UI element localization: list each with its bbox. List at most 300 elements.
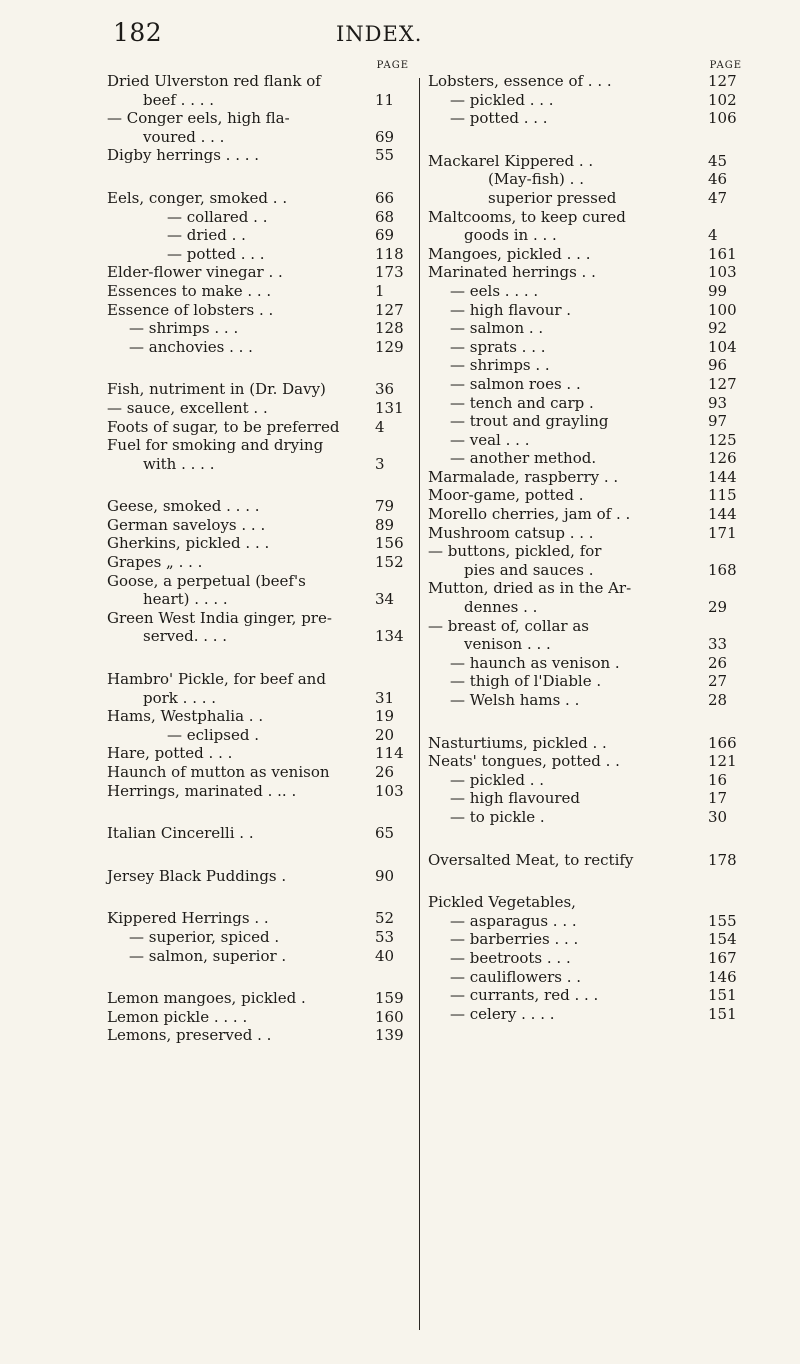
index-entry <box>107 534 417 553</box>
index-entry <box>428 789 750 808</box>
entry-text <box>107 867 373 886</box>
section-gap <box>107 473 417 497</box>
index-entry <box>428 282 750 301</box>
entry-line: Marmalade, raspberry . . <box>428 467 619 486</box>
entry-text <box>428 394 706 413</box>
section-gap <box>107 843 417 867</box>
index-entry <box>428 617 750 654</box>
index-entry <box>428 245 750 264</box>
index-section <box>428 152 750 710</box>
entry-text <box>428 338 706 357</box>
index-entry <box>107 867 417 886</box>
page-ref: 97 <box>708 412 728 431</box>
entry-line: — eclipsed . <box>167 725 259 744</box>
entry-text <box>428 912 706 931</box>
page-ref: 53 <box>375 927 395 946</box>
entry-text <box>107 516 373 535</box>
page-ref: 102 <box>708 90 737 109</box>
entry-line: — eels . . . . <box>450 281 539 300</box>
entry-line: — cauliflowers . . <box>450 967 582 986</box>
entry-text <box>107 744 373 763</box>
entry-continuation-line: heart) . . . . <box>143 590 228 609</box>
index-entry <box>107 670 417 707</box>
entry-line: Moor-game, potted . <box>428 486 584 505</box>
entry-text <box>428 375 706 394</box>
entry-text <box>428 152 706 171</box>
entry-line: Fuel for smoking and drying <box>107 436 324 455</box>
page-column-header: PAGE <box>376 60 409 71</box>
entry-continuation-line: voured . . . <box>143 127 225 146</box>
index-entry <box>107 763 417 782</box>
page-ref: 127 <box>375 300 404 319</box>
page-ref: 152 <box>375 553 404 572</box>
page-ref: 99 <box>708 281 728 300</box>
section-gap <box>428 827 750 851</box>
section-gap <box>107 965 417 989</box>
index-entry <box>428 468 750 487</box>
section-gap <box>428 128 750 152</box>
index-entry <box>107 245 417 264</box>
entry-line: Maltcooms, to keep cured <box>428 207 626 226</box>
index-entry <box>107 572 417 609</box>
entry-text <box>107 782 373 801</box>
entry-text <box>428 771 706 790</box>
entry-line: Fish, nutriment in (Dr. Davy) <box>107 380 326 399</box>
page-ref: 55 <box>375 146 395 165</box>
page-ref: 126 <box>708 449 737 468</box>
index-entry <box>428 524 750 543</box>
index-entry <box>107 497 417 516</box>
page-ref: 3 <box>375 454 385 473</box>
entry-text <box>428 542 706 579</box>
index-entry <box>107 399 417 418</box>
entry-line: — sprats . . . <box>450 337 546 356</box>
page-ref: 40 <box>375 946 395 965</box>
entry-line: — another method. <box>450 449 597 468</box>
entry-text <box>107 418 373 437</box>
entry-line: Nasturtiums, pickled . . <box>428 733 607 752</box>
page-ref: 128 <box>375 319 404 338</box>
index-entry <box>107 909 417 928</box>
entry-text <box>428 412 706 431</box>
entry-line: — buttons, pickled, for <box>428 542 602 561</box>
entry-text <box>107 399 373 418</box>
entry-text <box>428 851 706 870</box>
page-ref: 155 <box>708 911 737 930</box>
entry-line: superior pressed <box>488 188 617 207</box>
entry-text <box>107 928 373 947</box>
page-ref: 114 <box>375 744 404 763</box>
entry-text <box>428 301 706 320</box>
page-ref: 96 <box>708 356 728 375</box>
entry-line: — sauce, excellent . . <box>107 398 268 417</box>
page-ref: 131 <box>375 398 404 417</box>
page-ref: 69 <box>375 127 395 146</box>
index-entry <box>428 412 750 431</box>
page-ref: 167 <box>708 948 737 967</box>
index-entry <box>428 734 750 753</box>
entry-line: — Welsh hams . . <box>450 691 580 709</box>
index-entry <box>428 542 750 579</box>
entry-line: Digby herrings . . . . <box>107 146 260 165</box>
entry-continuation-line: with . . . . <box>143 454 215 473</box>
index-entry <box>428 208 750 245</box>
page-ref: 79 <box>375 497 395 516</box>
right-column <box>428 60 750 1023</box>
index-entry <box>107 436 417 473</box>
entry-line: Jersey Black Puddings . <box>107 866 287 885</box>
entry-text <box>428 263 706 282</box>
index-entry <box>428 654 750 673</box>
entry-continuation-line: venison . . . <box>464 635 551 654</box>
index-entry <box>107 824 417 843</box>
index-section <box>428 72 750 128</box>
entry-text <box>428 524 706 543</box>
page-column-header: PAGE <box>709 60 742 71</box>
index-entry <box>428 930 750 949</box>
entry-text <box>428 91 706 110</box>
index-section <box>428 893 750 1023</box>
index-entry <box>107 301 417 320</box>
index-entry <box>428 505 750 524</box>
entry-line: — Conger eels, high fla- <box>107 109 290 128</box>
entry-line: — salmon . . <box>450 319 544 338</box>
entry-text <box>107 380 373 399</box>
entry-text <box>107 670 373 707</box>
page-ref: 47 <box>708 188 728 207</box>
index-entry <box>107 553 417 572</box>
page-ref: 103 <box>375 781 404 800</box>
entry-text <box>107 726 373 745</box>
index-entry <box>428 170 750 189</box>
section-gap <box>107 800 417 824</box>
page-ref: 4 <box>708 226 718 245</box>
page-ref: 173 <box>375 263 404 282</box>
index-entry <box>428 968 750 987</box>
index-entry <box>107 989 417 1008</box>
entry-text <box>428 282 706 301</box>
index-entry <box>428 912 750 931</box>
entry-text <box>107 319 373 338</box>
index-entry <box>428 394 750 413</box>
entry-line: Lemon mangoes, pickled . <box>107 989 306 1008</box>
entry-text <box>107 282 373 301</box>
entry-line: — beetroots . . . <box>450 948 571 967</box>
entry-line: German saveloys . . . <box>107 515 266 534</box>
page-ref: 66 <box>375 188 395 207</box>
page-ref: 93 <box>708 393 728 412</box>
page-ref: 151 <box>708 986 737 1005</box>
entry-text <box>428 189 706 208</box>
index-entry <box>107 707 417 726</box>
entry-text <box>428 808 706 827</box>
index-entry <box>107 263 417 282</box>
entry-text <box>107 189 373 208</box>
entry-text <box>107 436 373 473</box>
index-entry <box>428 752 750 771</box>
index-entry <box>107 282 417 301</box>
index-section <box>428 734 750 827</box>
index-entry <box>428 771 750 790</box>
page-title: INDEX. <box>336 22 423 46</box>
entry-text <box>428 893 706 912</box>
entry-line: (May-fish) . . <box>488 170 584 189</box>
entry-text <box>428 789 706 808</box>
index-entry <box>428 189 750 208</box>
index-entry <box>428 375 750 394</box>
page-ref: 31 <box>375 688 395 707</box>
page-ref: 89 <box>375 515 395 534</box>
page-ref: 127 <box>708 72 737 90</box>
page-ref: 161 <box>708 244 737 263</box>
entry-text <box>107 226 373 245</box>
entry-line: Dried Ulverston red flank of <box>107 72 321 90</box>
page-ref: 30 <box>708 807 728 826</box>
index-entry <box>428 1005 750 1024</box>
index-entry <box>428 319 750 338</box>
entry-line: Goose, a perpetual (beef's <box>107 571 306 590</box>
index-entry <box>107 947 417 966</box>
page-ref: 52 <box>375 909 395 928</box>
entry-line: Mushroom catsup . . . <box>428 523 594 542</box>
entry-line: — collared . . <box>167 207 268 226</box>
entry-line: — salmon, superior . <box>129 946 287 965</box>
entry-text <box>428 449 706 468</box>
entry-text <box>428 1005 706 1024</box>
section-gap <box>107 356 417 380</box>
page-ref: 26 <box>708 653 728 672</box>
index-entry <box>428 691 750 710</box>
entry-text <box>428 468 706 487</box>
entry-line: Morello cherries, jam of . . <box>428 505 631 524</box>
index-section <box>107 909 417 965</box>
entry-text <box>107 989 373 1008</box>
page-ref: 125 <box>708 430 737 449</box>
entry-line: Lemons, preserved . . <box>107 1026 272 1045</box>
left-column-body <box>107 72 417 1045</box>
page-ref: 129 <box>375 337 404 356</box>
page-ref: 20 <box>375 725 395 744</box>
entry-continuation-line: goods in . . . <box>464 226 557 245</box>
entry-text <box>428 986 706 1005</box>
entry-text <box>428 930 706 949</box>
entry-line: — potted . . . <box>167 244 265 263</box>
index-entry <box>107 146 417 165</box>
index-section <box>107 380 417 473</box>
entry-text <box>428 752 706 771</box>
left-column <box>107 60 417 1045</box>
entry-line: Haunch of mutton as venison <box>107 763 330 781</box>
page-ref: 118 <box>375 244 404 263</box>
page-ref: 151 <box>708 1004 737 1023</box>
entry-continuation-line: served. . . . <box>143 627 228 646</box>
entry-line: — salmon roes . . <box>450 374 581 393</box>
section-gap <box>428 869 750 893</box>
index-entry <box>428 449 750 468</box>
entry-line: Marinated herrings . . <box>428 263 596 282</box>
page-ref: 100 <box>708 300 737 319</box>
page-ref: 1 <box>375 281 385 300</box>
entry-line: Geese, smoked . . . . <box>107 497 260 516</box>
page-ref: 11 <box>375 90 395 109</box>
index-entry <box>107 516 417 535</box>
index-entry <box>428 486 750 505</box>
index-entry <box>107 609 417 646</box>
entry-text <box>428 617 706 654</box>
section-gap <box>107 646 417 670</box>
index-entry <box>107 72 417 109</box>
entry-line: Hams, Westphalia . . <box>107 707 264 726</box>
index-entry <box>428 338 750 357</box>
index-entry <box>107 1026 417 1045</box>
page-ref: 103 <box>708 263 737 282</box>
entry-text <box>107 534 373 553</box>
page-ref: 139 <box>375 1026 404 1045</box>
page-ref: 154 <box>708 930 737 949</box>
entry-line: Kippered Herrings . . <box>107 909 269 928</box>
entry-text <box>428 654 706 673</box>
entry-line: Elder-flower vinegar . . <box>107 263 283 282</box>
entry-text <box>428 356 706 375</box>
page-ref: 26 <box>375 763 395 781</box>
index-section <box>107 670 417 800</box>
index-entry <box>107 744 417 763</box>
page-ref: 29 <box>708 598 728 617</box>
entry-text <box>107 109 373 146</box>
entry-line: — superior, spiced . <box>129 927 280 946</box>
entry-line: — pickled . . <box>450 770 545 789</box>
section-gap <box>107 165 417 189</box>
entry-line: — veal . . . <box>450 430 530 449</box>
entry-line: Foots of sugar, to be preferred <box>107 417 340 436</box>
page-ref: 92 <box>708 319 728 338</box>
entry-line: — tench and carp . <box>450 393 594 412</box>
entry-line: Lobsters, essence of . . . <box>428 72 612 90</box>
index-entry <box>107 226 417 245</box>
right-column-body <box>428 72 750 1023</box>
page-ref: 46 <box>708 170 728 189</box>
page-ref: 28 <box>708 691 728 709</box>
entry-text <box>107 553 373 572</box>
entry-text <box>107 263 373 282</box>
page-ref: 178 <box>708 850 737 869</box>
page-ref: 168 <box>708 560 737 579</box>
entry-text <box>107 208 373 227</box>
entry-text <box>107 909 373 928</box>
entry-line: — asparagus . . . <box>450 911 577 930</box>
page-ref: 115 <box>708 486 737 505</box>
index-entry <box>428 91 750 110</box>
page-ref: 160 <box>375 1007 404 1026</box>
page-ref: 17 <box>708 789 728 808</box>
entry-line: Hambro' Pickle, for beef and <box>107 670 326 689</box>
page-ref: 33 <box>708 635 728 654</box>
page-number: 182 <box>113 18 163 47</box>
entry-continuation-line: pies and sauces . <box>464 560 594 579</box>
page-ref: 90 <box>375 866 395 885</box>
page-ref: 127 <box>708 374 737 393</box>
entry-text <box>107 1026 373 1045</box>
index-entry <box>428 893 750 912</box>
index-section <box>107 867 417 886</box>
page-ref: 134 <box>375 627 404 646</box>
entry-text <box>107 763 373 782</box>
entry-text <box>107 1008 373 1027</box>
index-section <box>107 497 417 646</box>
entry-line: — dried . . <box>167 226 246 245</box>
entry-line: — to pickle . <box>450 807 545 826</box>
entry-line: Essences to make . . . <box>107 281 272 300</box>
page-ref: 16 <box>708 770 728 789</box>
page-ref: 27 <box>708 672 728 691</box>
index-entry <box>428 109 750 128</box>
page-ref: 34 <box>375 590 395 609</box>
index-entry <box>107 208 417 227</box>
index-entry <box>428 301 750 320</box>
index-entry <box>107 418 417 437</box>
index-entry <box>428 431 750 450</box>
entry-text <box>428 486 706 505</box>
page-ref: 4 <box>375 417 385 436</box>
entry-line: — pickled . . . <box>450 90 554 109</box>
index-entry <box>107 928 417 947</box>
index-section <box>428 851 750 870</box>
entry-line: — shrimps . . . <box>129 319 239 338</box>
entry-line: Neats' tongues, potted . . <box>428 752 620 771</box>
entry-text <box>107 301 373 320</box>
index-entry <box>107 726 417 745</box>
entry-text <box>107 72 373 109</box>
index-entry <box>428 263 750 282</box>
entry-text <box>107 572 373 609</box>
entry-line: — shrimps . . <box>450 356 550 375</box>
entry-text <box>428 170 706 189</box>
entry-text <box>428 245 706 264</box>
entry-text <box>428 208 706 245</box>
entry-line: Mackarel Kippered . . <box>428 151 594 170</box>
column-divider <box>419 78 420 1330</box>
index-entry <box>428 949 750 968</box>
page-ref: 166 <box>708 733 737 752</box>
entry-text <box>107 824 373 843</box>
entry-line: Pickled Vegetables, <box>428 893 576 912</box>
index-entry <box>428 72 750 91</box>
page-ref: 106 <box>708 109 737 128</box>
index-entry <box>107 189 417 208</box>
entry-line: — high flavour . <box>450 300 572 319</box>
index-entry <box>428 672 750 691</box>
entry-text <box>428 505 706 524</box>
page-ref: 146 <box>708 967 737 986</box>
index-entry <box>428 356 750 375</box>
page-ref: 19 <box>375 707 395 726</box>
index-entry <box>428 579 750 616</box>
entry-text <box>428 579 706 616</box>
section-gap <box>107 885 417 909</box>
entry-text <box>107 609 373 646</box>
entry-text <box>107 338 373 357</box>
entry-line: — high flavoured <box>450 789 581 808</box>
index-entry <box>107 338 417 357</box>
index-entry <box>107 782 417 801</box>
entry-text <box>428 72 706 91</box>
entry-text <box>107 245 373 264</box>
entry-text <box>107 947 373 966</box>
entry-line: Mangoes, pickled . . . <box>428 244 591 263</box>
index-section <box>107 824 417 843</box>
entry-line: Herrings, marinated . .. . <box>107 781 297 800</box>
index-entry <box>107 319 417 338</box>
